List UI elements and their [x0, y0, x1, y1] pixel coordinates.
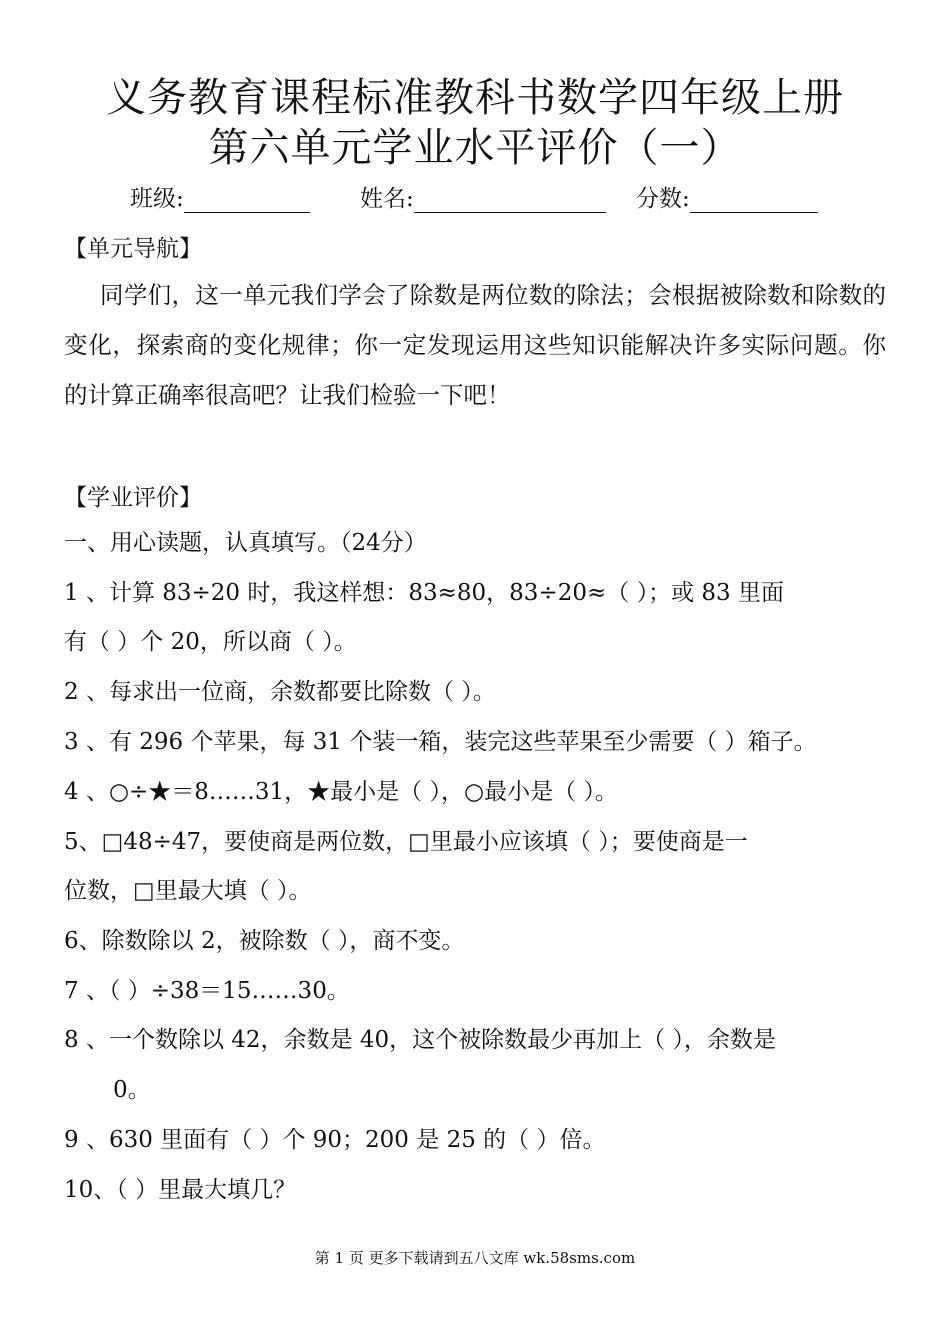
- question-line: 1 、计算 83÷20 时，我这样想：83≈80，83÷20≈（ ）；或 83 里面: [64, 580, 784, 606]
- question-line: 有（ ）个 20，所以商（ ）。: [64, 629, 357, 655]
- part1-title: 一、用心读题，认真填写。（24分）: [64, 530, 427, 556]
- question-line: 7 、（ ）÷38＝15……30。: [64, 978, 350, 1004]
- name-label: 姓名:: [360, 186, 414, 212]
- document-title: 义务教育课程标准教科书数学四年级上册: [106, 75, 844, 121]
- question-line: 0。: [113, 1077, 151, 1103]
- class-field: [130, 180, 310, 213]
- question-line: 6、除数除以 2，被除数（ ），商不变。: [64, 928, 465, 954]
- question-line: 位数，□里最大填（ ）。: [64, 878, 312, 904]
- document-subtitle: 第六单元学业水平评价（一）: [208, 125, 742, 171]
- score-blank[interactable]: [690, 188, 818, 213]
- question-line: 4 、○÷★＝8……31，★最小是（ ），○最小是（ ）。: [64, 779, 618, 805]
- class-label: 班级:: [130, 186, 184, 212]
- question-line: 8 、一个数除以 42，余数是 40，这个被除数最少再加上（ ），余数是: [64, 1027, 776, 1053]
- guide-heading: 【单元导航】: [64, 236, 202, 262]
- score-label: 分数:: [636, 186, 690, 212]
- student-info-row: [0, 180, 950, 212]
- class-blank[interactable]: [184, 188, 310, 213]
- page-footer: 第 1 页 更多下载请到五八文库 wk.58sms.com: [314, 1249, 636, 1267]
- question-line: 5、□48÷47，要使商是两位数，□里最小应该填（ ）；要使商是一: [64, 829, 748, 855]
- question-line: 10、（ ）里最大填几？: [64, 1177, 297, 1203]
- evaluation-heading: 【学业评价】: [64, 485, 202, 511]
- question-line: 2 、每求出一位商，余数都要比除数（ ）。: [64, 679, 496, 705]
- question-line: 3 、有 296 个苹果，每 31 个装一箱，装完这些苹果至少需要（ ）箱子。: [64, 729, 817, 755]
- score-field: [636, 180, 818, 213]
- name-field: [360, 180, 606, 213]
- name-blank[interactable]: [414, 188, 606, 213]
- guide-paragraph: 同学们，这一单元我们学会了除数是两位数的除法；会根据被除数和除数的变化，探索商的变化规律；你一定发现运用这些知识能解决许多实际问题。你的计算正确率很高吧？让我们检验一下吧！: [64, 281, 886, 409]
- question-line: 9 、630 里面有（ ）个 90；200 是 25 的（ ）倍。: [64, 1127, 606, 1153]
